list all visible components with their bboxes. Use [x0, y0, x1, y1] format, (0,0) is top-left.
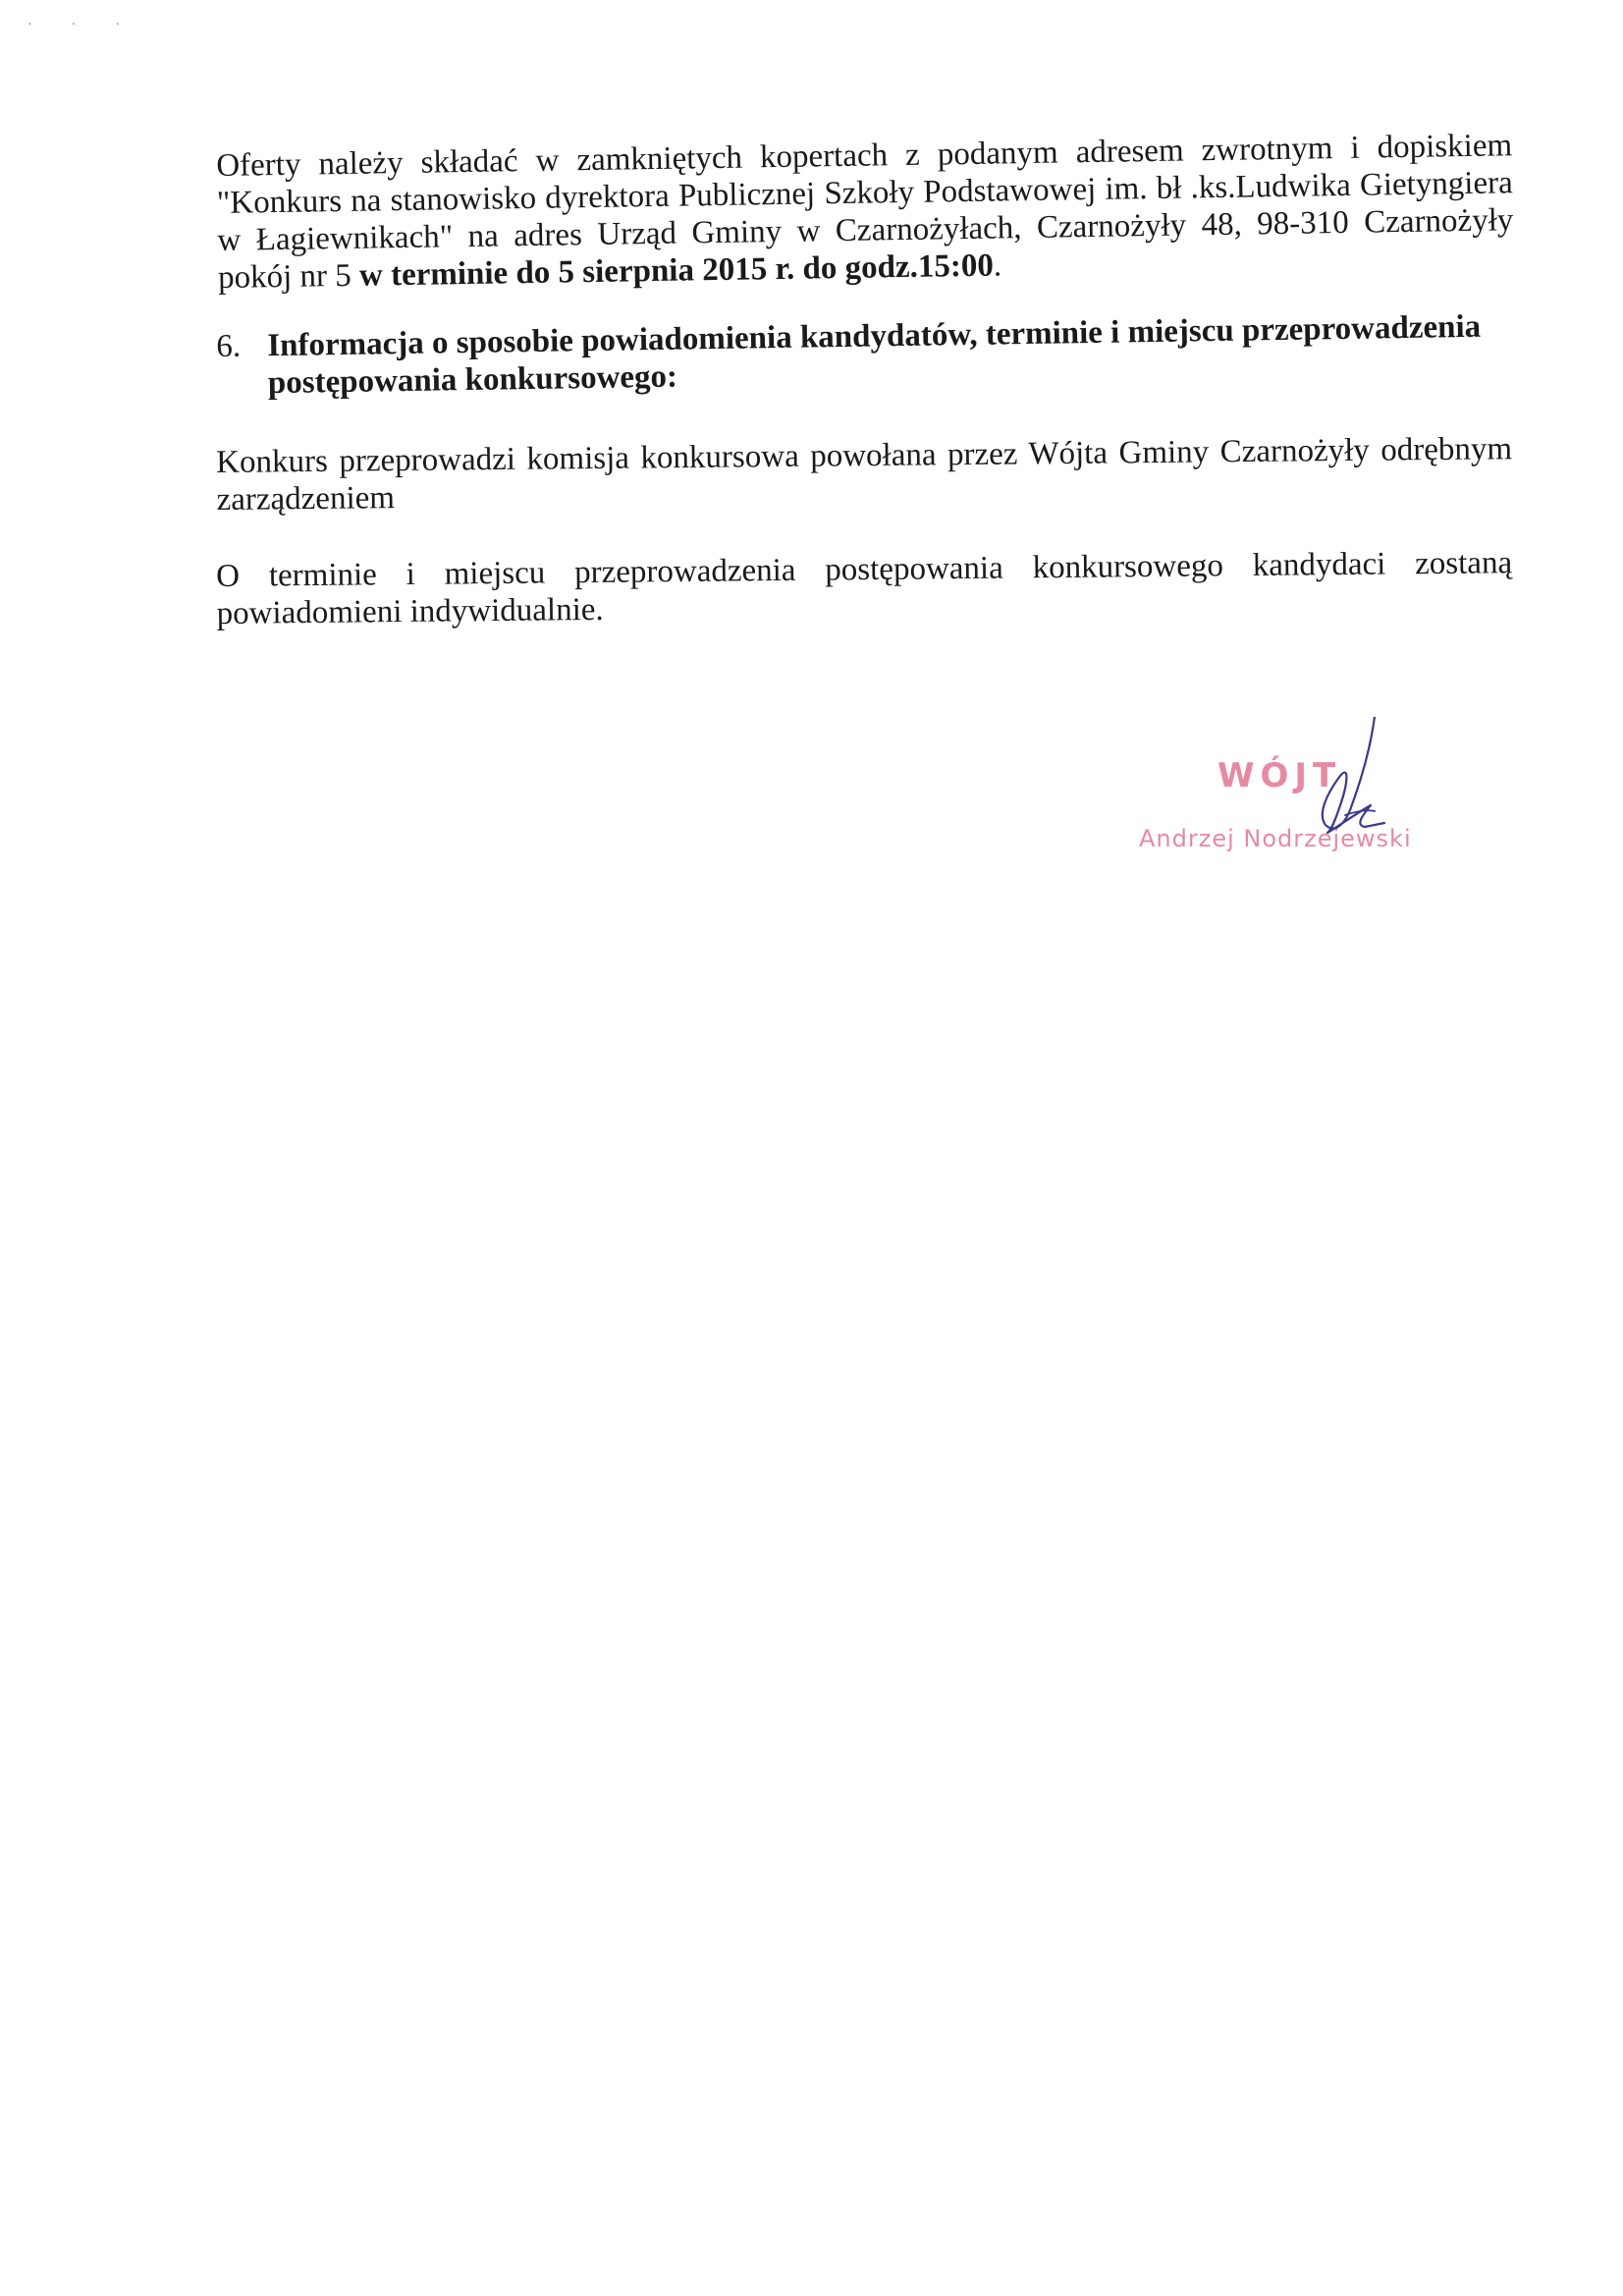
speck-icon: · — [27, 18, 72, 32]
document-body — [216, 128, 1514, 632]
committee-paragraph: Konkurs przeprowadzi komisja konkursowa powołana przez Wójta Gminy Czarnożyły odrębnym zarządzeniem — [216, 431, 1513, 518]
submission-text: Oferty należy składać w zamkniętych kopertach z podanym adresem zwrotnym i dopiskiem "Konkurs na stanowisko dyrektora Publicznej Szkoły Podstawowej im. bł .ks.Ludwika Gietyngiera w Łagiewnikach" na adres Urząd Gminy w Czarnożyłach, Czarnożyły 48, 98-310 Czarnożyły pokój nr 5 — [216, 128, 1514, 296]
notification-paragraph: O terminie i miejscu przeprowadzenia postępowania konkursowego kandydaci zostaną powiadomieni indywidualnie. — [216, 545, 1513, 631]
scan-specks — [27, 18, 159, 33]
handwritten-signature-icon — [1139, 717, 1434, 874]
submission-deadline: w terminie do 5 sierpnia 2015 r. do godz.15:00 — [358, 247, 995, 294]
official-stamp — [1139, 717, 1434, 874]
section-6-heading — [216, 307, 1513, 403]
submission-end: . — [993, 247, 1002, 284]
speck-icon: · — [71, 18, 116, 32]
section-title: Informacja o sposobie powiadomienia kandydatów, terminie i miejscu przeprowadzenia postępowania konkursowego: — [267, 308, 1482, 402]
submission-paragraph — [216, 127, 1514, 297]
stamp-name: Andrzej Nodrzejewski — [1139, 825, 1412, 852]
section-number: 6. — [216, 328, 242, 364]
speck-icon: · — [115, 18, 160, 32]
stamp-title: WÓJT — [1217, 756, 1342, 795]
